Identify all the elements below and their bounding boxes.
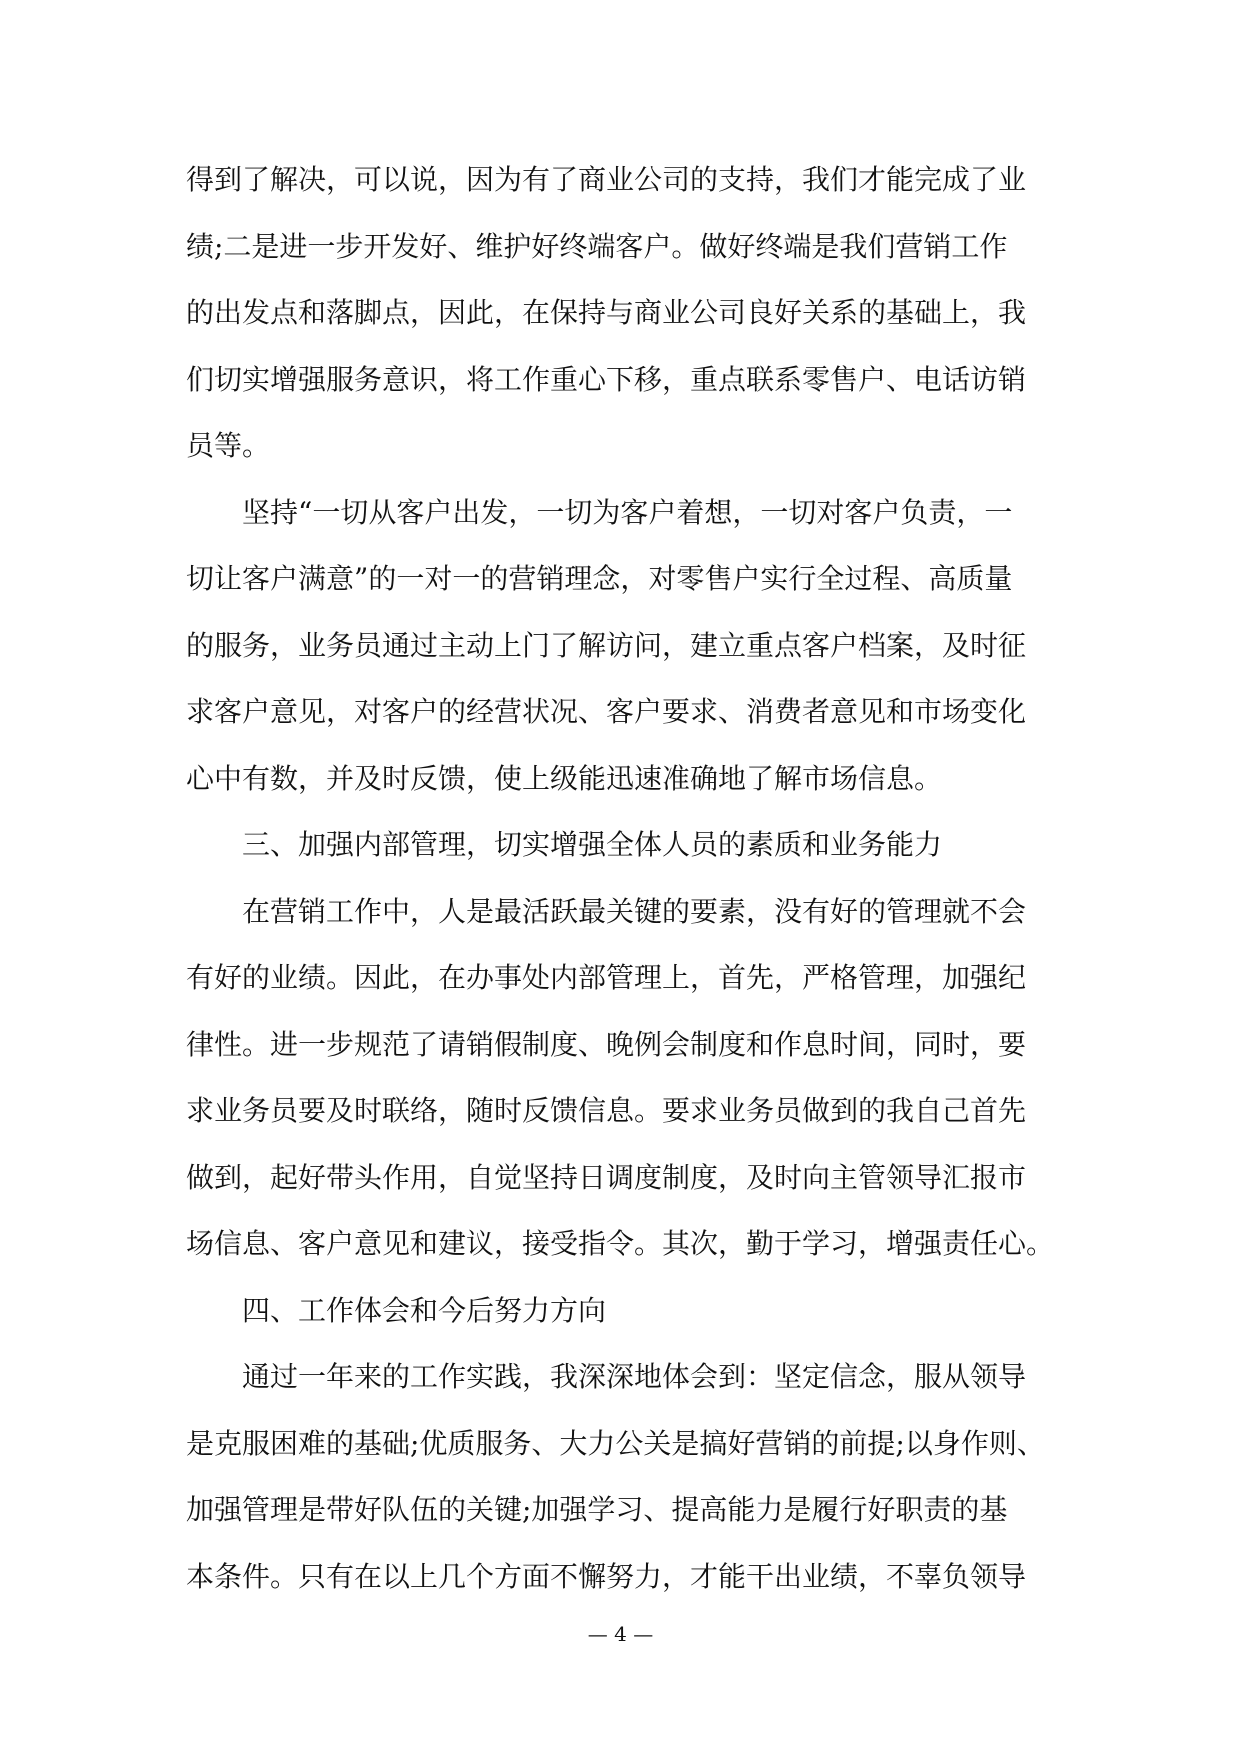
text-line: 切让客户满意”的一对一的营销理念，对零售户实行全过程、高质量 [186,562,1013,595]
section-heading: 四、工作体会和今后努力方向 [242,1293,607,1327]
text-line: 绩;二是进一步开发好、维护好终端客户。做好终端是我们营销工作 [186,229,1008,263]
text-line: 心中有数，并及时反馈，使上级能迅速准确地了解市场信息。 [186,761,943,795]
paragraph-first-line: 坚持“一切从客户出发，一切为客户着想，一切对客户负责，一 [242,495,1013,529]
text-line: 求业务员要及时联络，随时反馈信息。要求业务员做到的我自己首先 [186,1094,1027,1127]
text-line: 求客户意见，对客户的经营状况、客户要求、消费者意见和市场变化 [186,695,1027,728]
paragraph-first-line: 在营销工作中，人是最活跃最关键的要素，没有好的管理就不会 [242,894,1027,928]
text-line: 有好的业绩。因此，在办事处内部管理上，首先，严格管理，加强纪 [186,961,1027,994]
text-line: 场信息、客户意见和建议，接受指令。其次，勤于学习，增强责任心。 [186,1227,1055,1260]
document-body [186,160,1056,1623]
text-line: 员等。 [186,429,271,462]
page-number: — 4 — [587,1622,654,1646]
text-line: 们切实增强服务意识，将工作重心下移，重点联系零售户、电话访销 [186,362,1027,396]
text-line: 得到了解决，可以说，因为有了商业公司的支持，我们才能完成了业 [186,163,1027,196]
text-line: 的服务，业务员通过主动上门了解访问，建立重点客户档案，及时征 [186,628,1027,662]
text-line: 做到，起好带头作用，自觉坚持日调度制度，及时向主管领导汇报市 [186,1160,1027,1194]
paragraph-first-line: 通过一年来的工作实践，我深深地体会到：坚定信念，服从领导 [242,1360,1027,1393]
text-line: 的出发点和落脚点，因此，在保持与商业公司良好关系的基础上，我 [186,296,1027,329]
text-line: 本条件。只有在以上几个方面不懈努力，才能干出业绩，不辜负领导 [186,1559,1027,1593]
text-line: 律性。进一步规范了请销假制度、晚例会制度和作息时间，同时，要 [186,1027,1027,1061]
section-heading: 三、加强内部管理，切实增强全体人员的素质和业务能力 [242,828,943,861]
text-line: 是克服困难的基础;优质服务、大力公关是搞好营销的前提;以身作则、 [186,1426,1045,1460]
text-line: 加强管理是带好队伍的关键;加强学习、提高能力是履行好职责的基 [186,1493,1008,1526]
